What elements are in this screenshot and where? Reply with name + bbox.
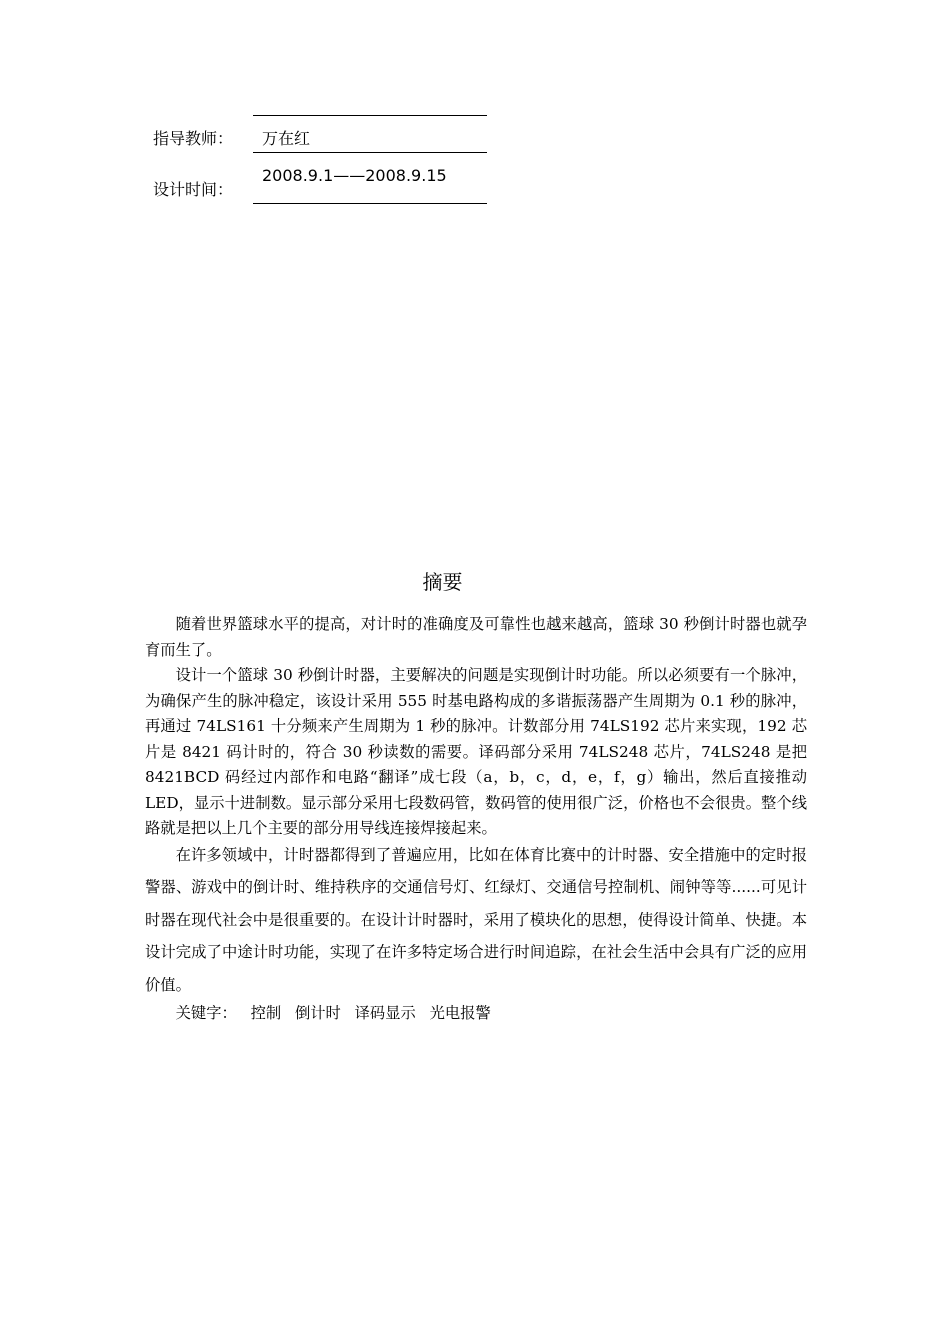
advisor-top-rule xyxy=(253,115,487,116)
abstract-paragraph: 随着世界篮球水平的提高，对计时的准确度及可靠性也越来越高，篮球 30 秒倒计时器也就孕育而生了。 xyxy=(145,615,807,659)
abstract-paragraph: 设计一个篮球 30 秒倒计时器，主要解决的问题是实现倒计时功能。所以必须要有一个脉冲，为确保产生的脉冲稳定，该设计采用 555 时基电路构成的多谐振荡器产生周期为 0.1 秒的脉冲，再通过 74LS161 十分频来产生周期为 1 秒的脉冲。计数部分用 74LS192 芯片来实现，192 芯片是 8421 码计时的，符合 30 秒读数的需要。译码部分采用 74LS248 芯片，74LS248 是把 8421BCD 码经过内部作和电路“翻译”成七段（a，b，c，d，e，f，g）输出，然后直接推动 LED，显示十进制数。显示部分采用七段数码管，数码管的使用很广泛，价格也不会很贵。整个线路就是把以上几个主要的部分用导线连接焊接起来。 xyxy=(145,666,807,837)
abstract-paragraph: 在许多领域中，计时器都得到了普遍应用，比如在体育比赛中的计时器、安全措施中的定时报警器、游戏中的倒计时、维持秩序的交通信号灯、红绿灯、交通信号控制机、闹钟等等......可见计时器在现代社会中是很重要的。在设计计时器时，采用了模块化的思想，使得设计简单、快捷。本设计完成了中途计时功能，实现了在许多特定场合进行时间追踪，在社会生活中会具有广泛的应用价值。 xyxy=(145,845,807,994)
advisor-value: 万在红 xyxy=(262,129,311,148)
keyword: 控制 xyxy=(250,1004,282,1022)
abstract-title: 摘要 xyxy=(422,570,463,594)
design-time-rule xyxy=(253,203,487,204)
advisor-label: 指导教师： xyxy=(153,129,234,148)
keywords-line xyxy=(145,1001,807,1027)
abstract-body xyxy=(145,612,807,1027)
keyword: 光电报警 xyxy=(429,1004,491,1022)
design-time-label: 设计时间： xyxy=(153,180,234,199)
keywords-label: 关键字： xyxy=(175,1004,237,1022)
keyword: 倒计时 xyxy=(294,1004,341,1022)
design-time-value: 2008.9.1——2008.9.15 xyxy=(262,166,447,185)
advisor-bottom-rule xyxy=(253,152,487,153)
keyword: 译码显示 xyxy=(354,1004,416,1022)
